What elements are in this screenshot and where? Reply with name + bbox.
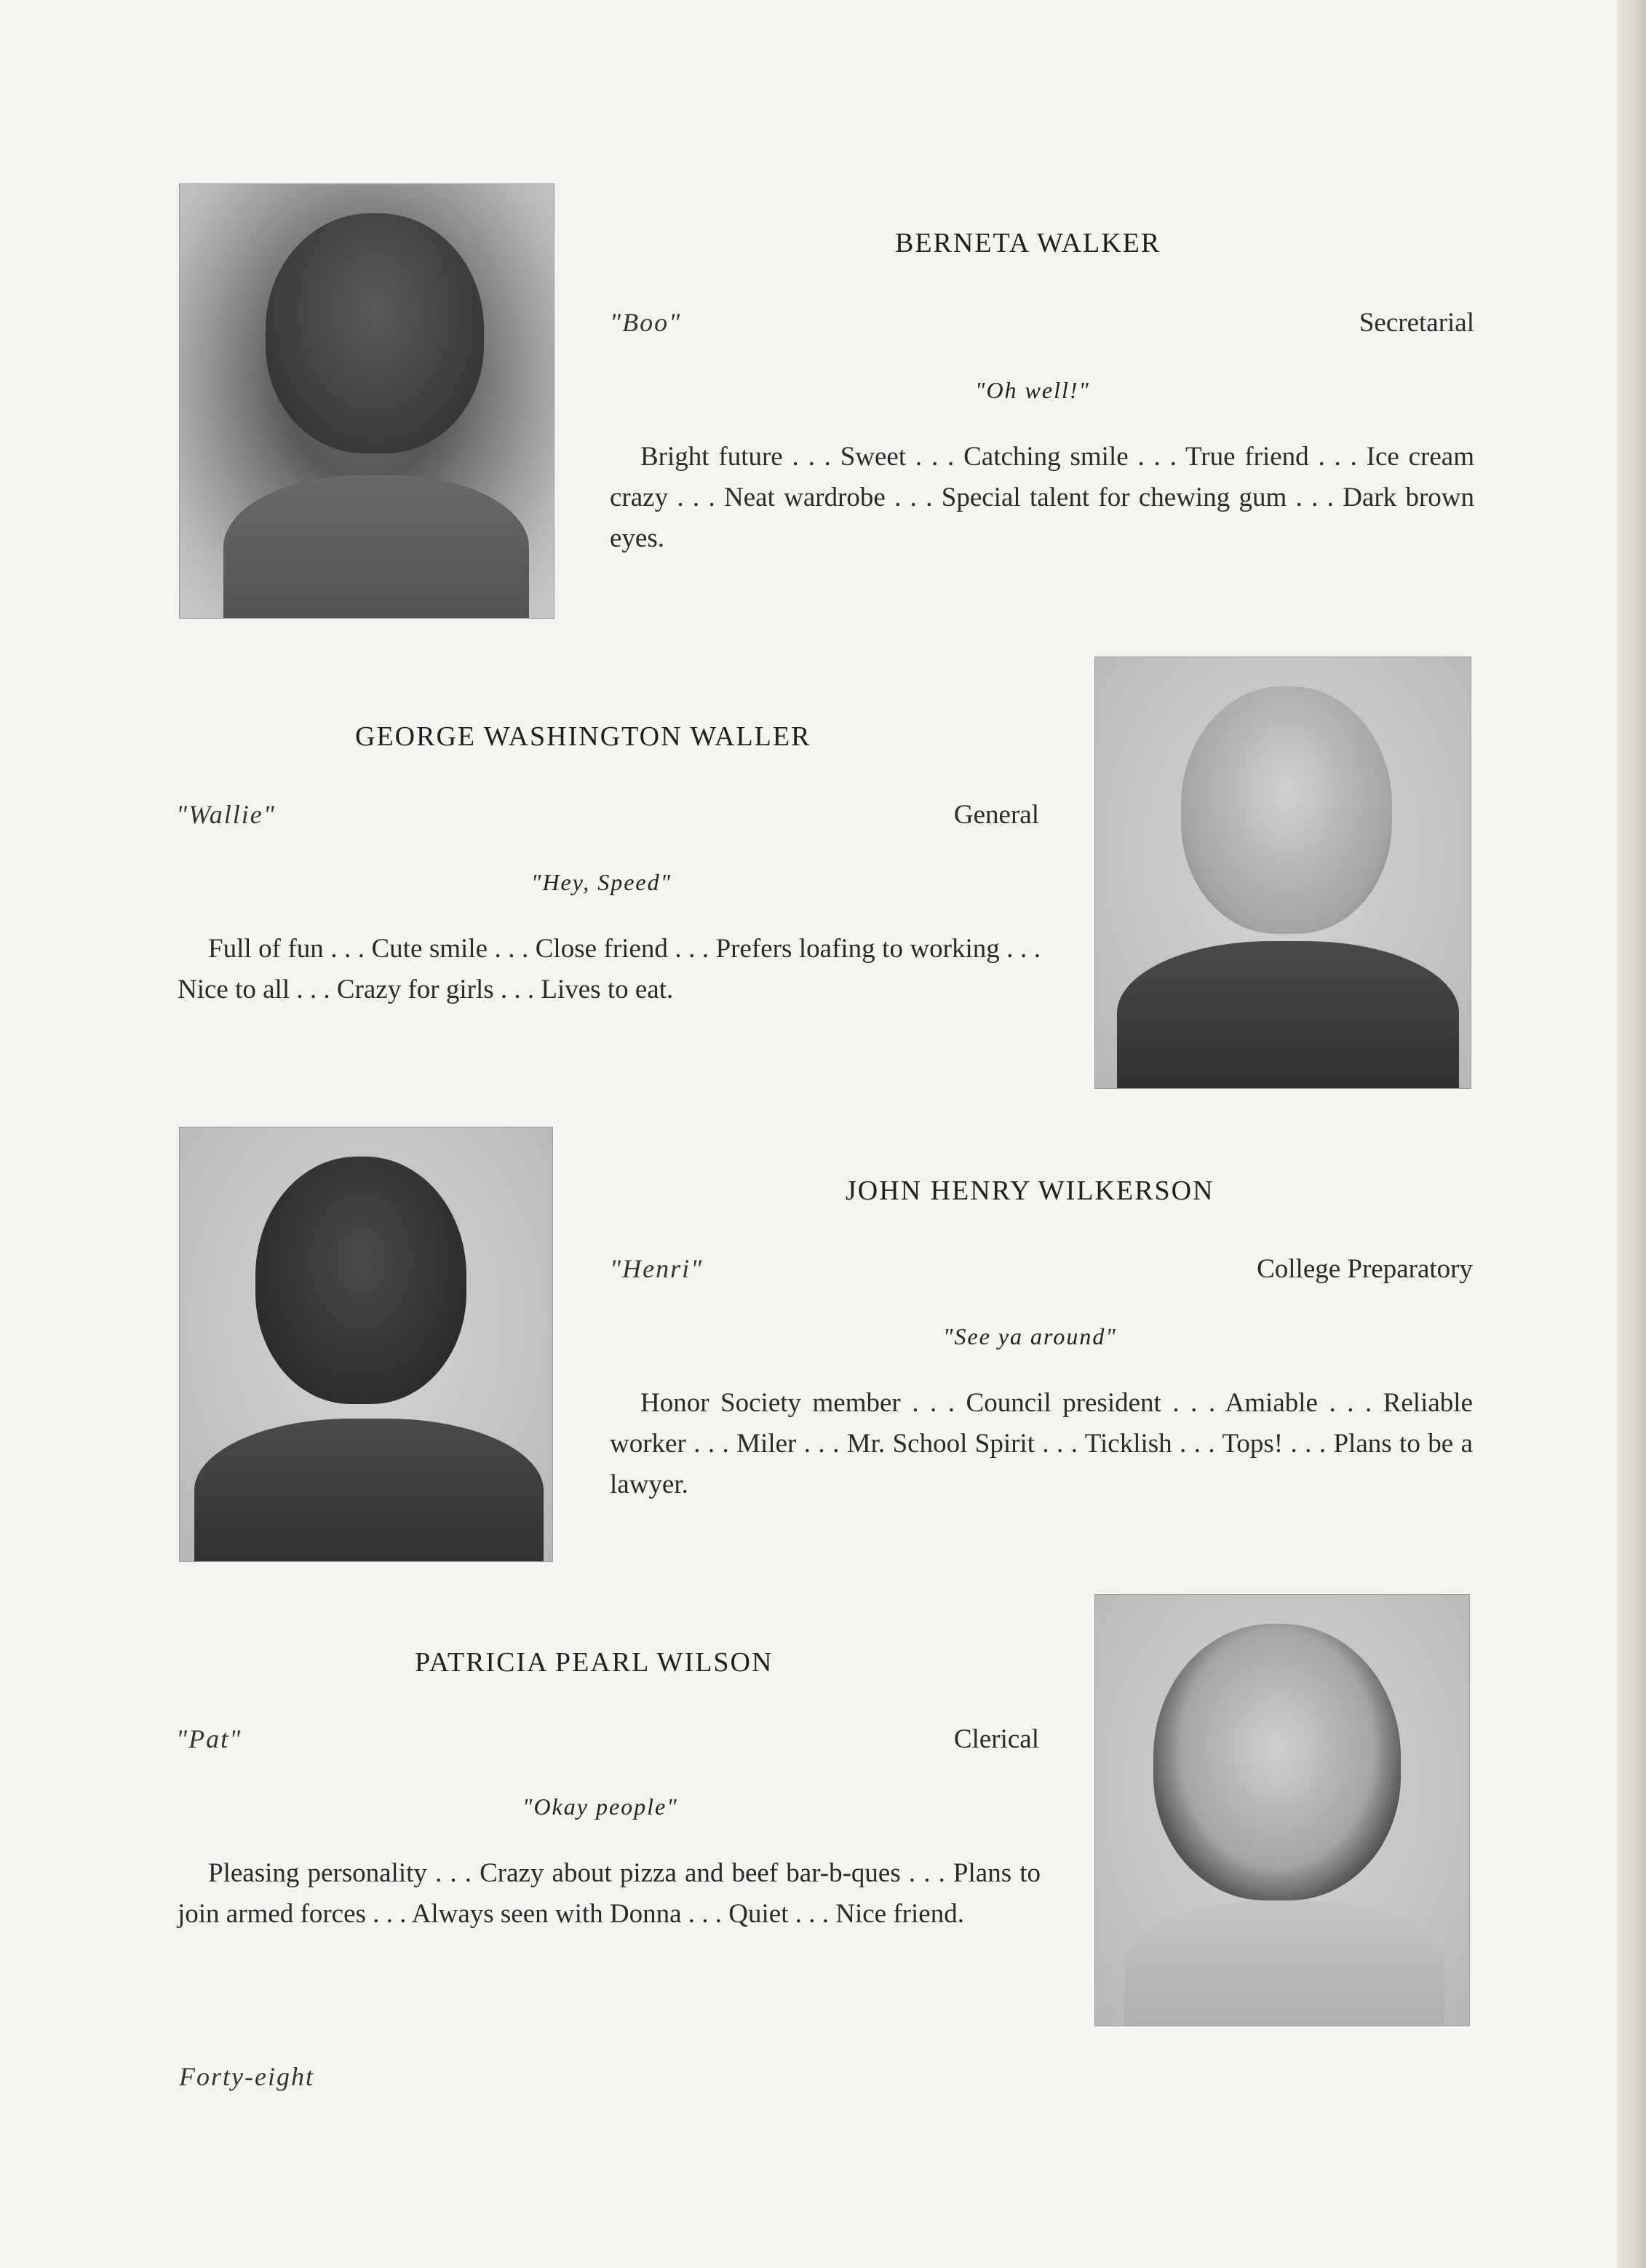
student-nickname: "Boo" — [610, 308, 682, 337]
student-name: PATRICIA PEARL WILSON — [415, 1647, 774, 1678]
student-nickname: "Henri" — [610, 1254, 704, 1283]
student-quote: "Hey, Speed" — [531, 869, 672, 895]
portrait-photo-berneta-walker — [179, 183, 554, 619]
page-edge — [1617, 0, 1646, 2268]
student-name: BERNETA WALKER — [895, 228, 1161, 258]
student-nickname: "Wallie" — [176, 800, 276, 829]
student-quote: "Oh well!" — [975, 377, 1090, 403]
student-description: Full of fun . . . Cute smile . . . Close friend . . . Prefers loafing to working . . . Nice to all . . . Crazy for girls . . . Lives to eat. — [178, 934, 1041, 1004]
student-description: Bright future . . . Sweet . . . Catching smile . . . True friend . . . Ice cream crazy . . . Neat wardrobe . . . Special talent for chewing gum . . . Dark brown eyes. — [610, 442, 1474, 553]
student-course: Clerical — [953, 1724, 1039, 1754]
student-name: GEORGE WASHINGTON WALLER — [355, 721, 811, 752]
portrait-photo-john-henry-wilkerson — [179, 1127, 553, 1562]
student-course: Secretarial — [1359, 308, 1474, 338]
student-description: Honor Society member . . . Council president . . . Amiable . . . Reliable worker . . . Miler . . . Mr. School Spirit . . . Ticklish . . . Tops! . . . Plans to be a lawyer. — [610, 1388, 1473, 1499]
student-description: Pleasing personality . . . Crazy about pizza and beef bar-b-ques . . . Plans to join armed forces . . . Always seen with Donna . . . Quiet . . . Nice friend. — [178, 1858, 1041, 1929]
student-course: General — [953, 800, 1039, 830]
student-quote: "Okay people" — [522, 1793, 678, 1820]
portrait-photo-patricia-pearl-wilson — [1094, 1594, 1470, 2026]
portrait-photo-george-washington-waller — [1094, 657, 1471, 1089]
page-number: Forty-eight — [179, 2062, 314, 2091]
student-name: JOHN HENRY WILKERSON — [846, 1175, 1214, 1206]
student-nickname: "Pat" — [176, 1724, 242, 1753]
student-course: College Preparatory — [1257, 1254, 1473, 1284]
student-quote: "See ya around" — [943, 1323, 1117, 1349]
